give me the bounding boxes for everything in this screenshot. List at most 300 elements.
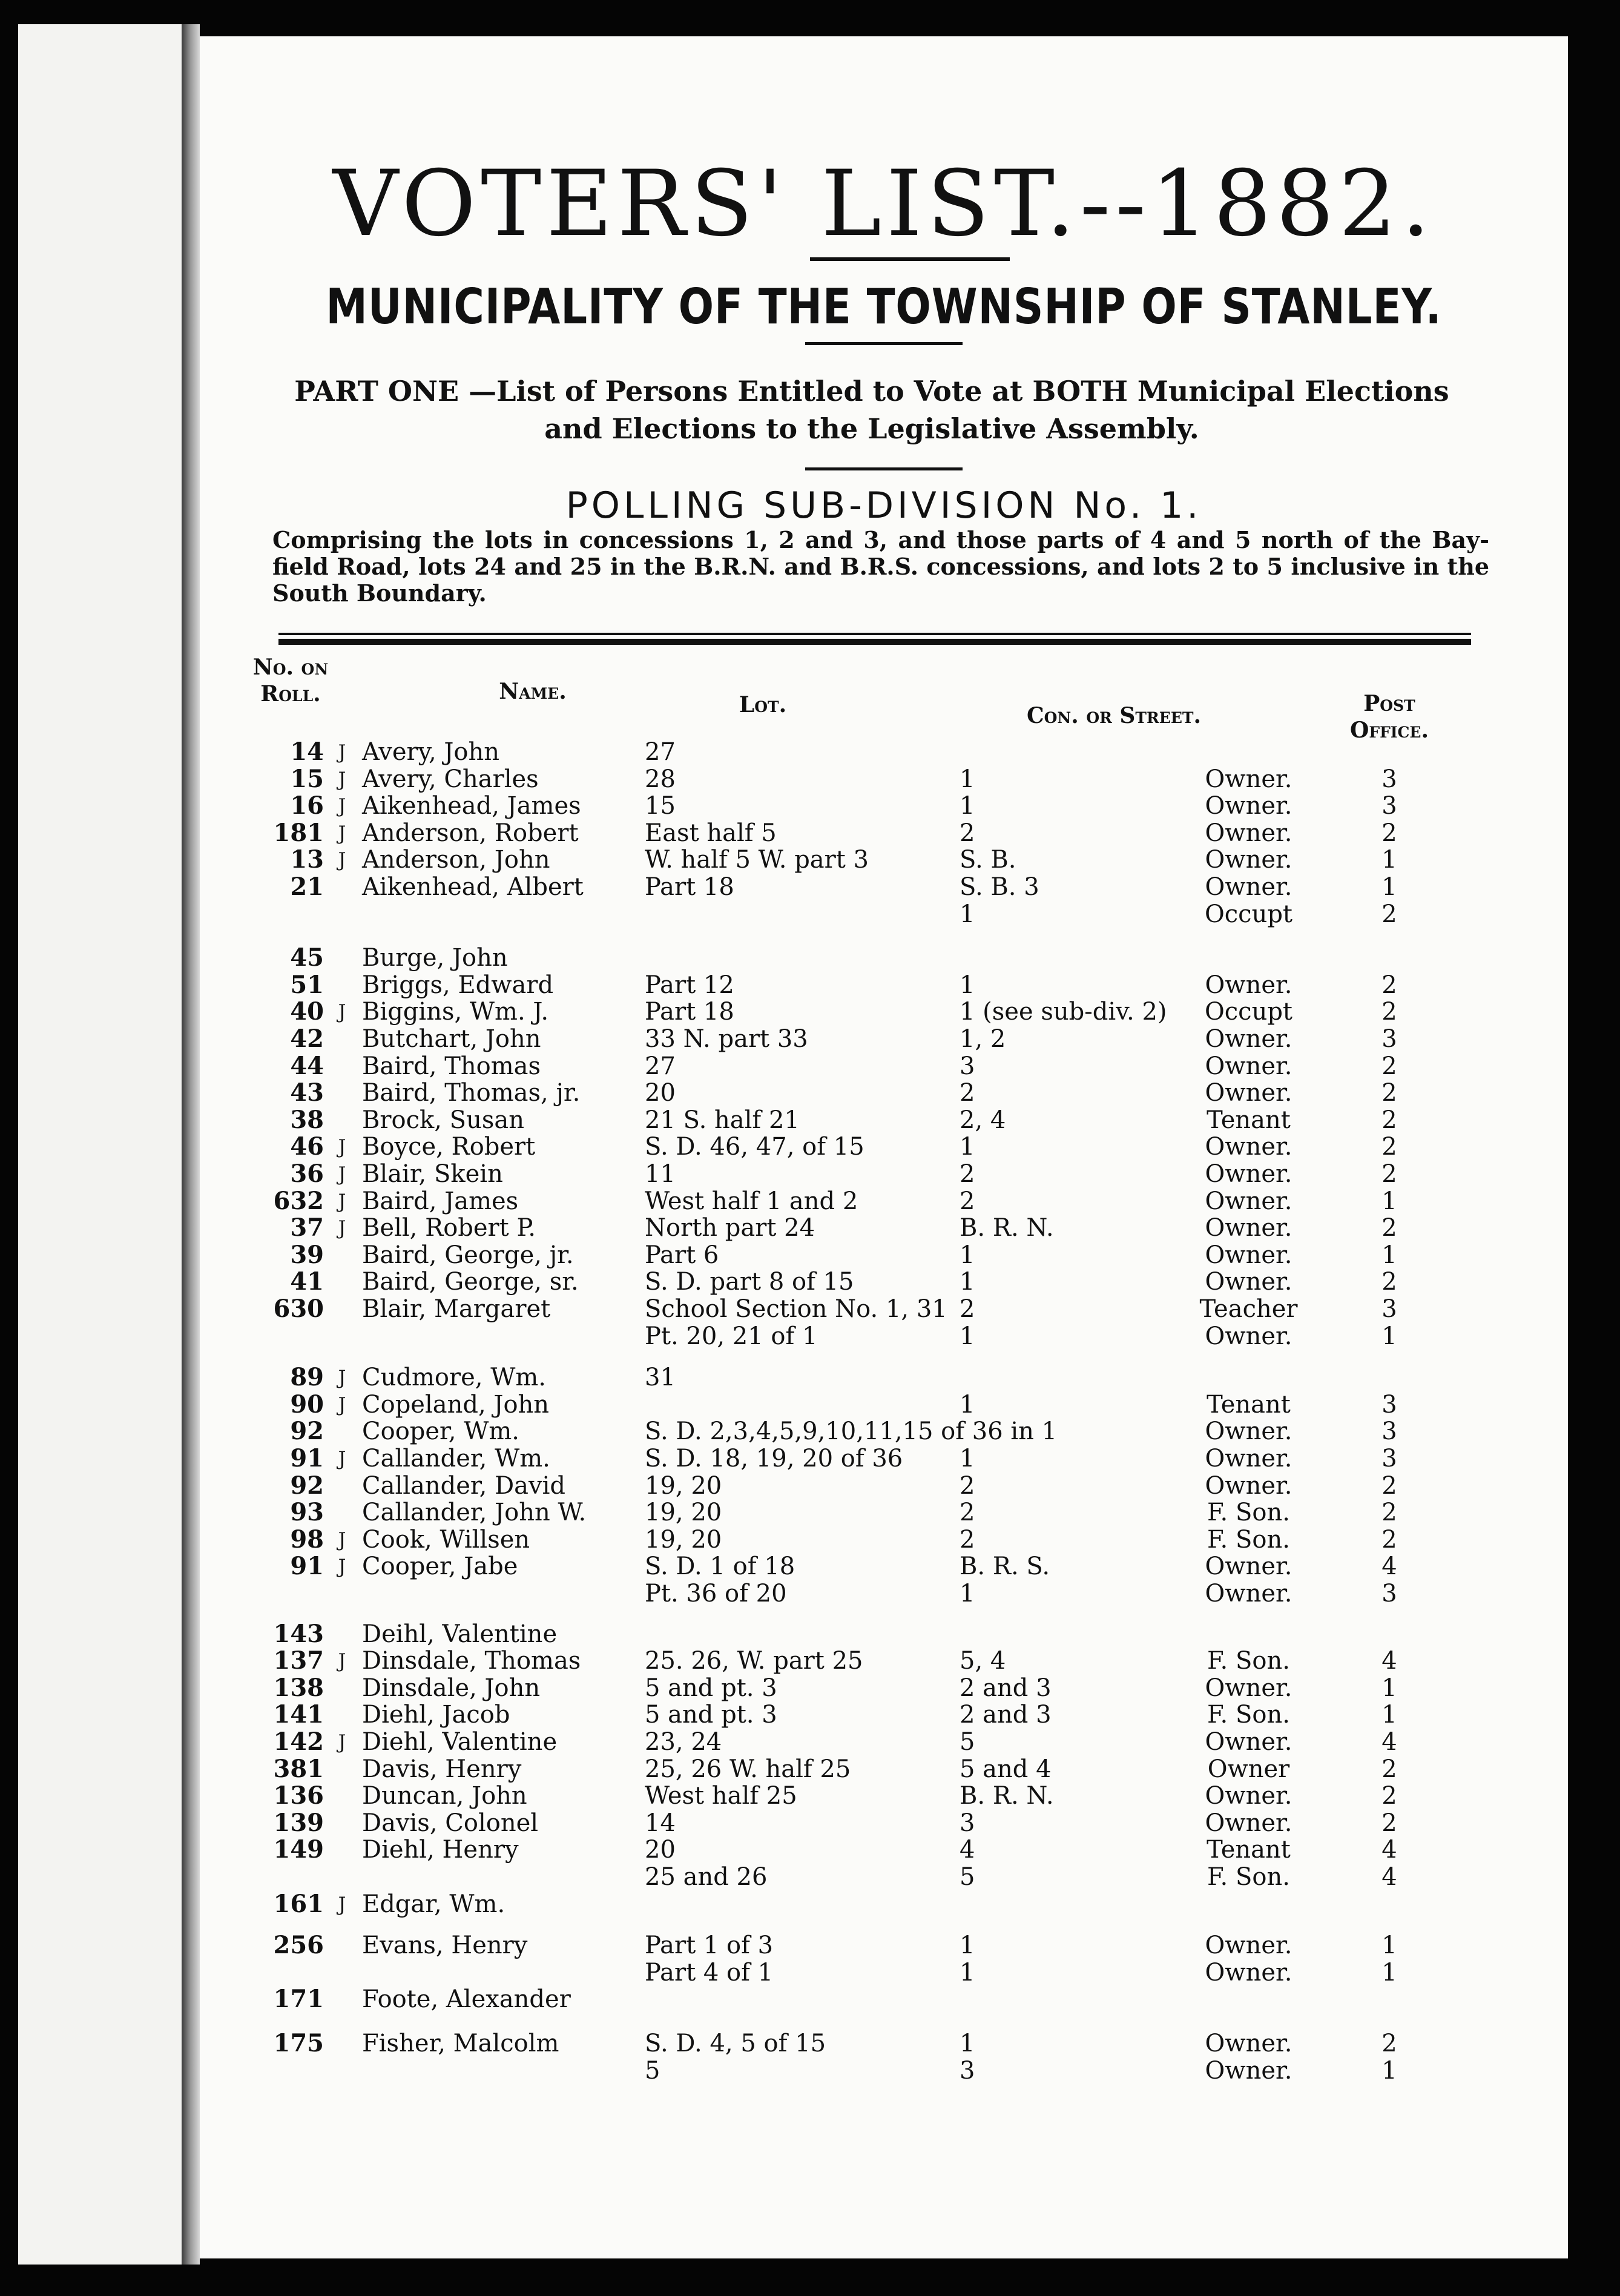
con-cell: 2: [960, 1525, 975, 1554]
roll-cell: 51: [290, 970, 324, 999]
occupation-cell: Owner.: [1205, 1471, 1292, 1500]
part-heading: [285, 372, 1459, 447]
lot-cell: 33 N. part 33: [645, 1025, 808, 1053]
name-cell: Boyce, Robert: [362, 1133, 536, 1161]
table-row: [200, 1836, 1568, 1863]
lot-cell: 20: [645, 1079, 676, 1107]
occupation-cell: Owner.: [1205, 1782, 1292, 1810]
table-row: [200, 1323, 1568, 1350]
table-row: [200, 1215, 1568, 1241]
header-name: Name.: [499, 679, 567, 704]
con-cell: 2: [960, 819, 975, 847]
con-cell: 1, 2: [960, 1025, 1006, 1053]
name-cell: Callander, David: [362, 1471, 565, 1500]
occupation-cell: Owner.: [1205, 1809, 1292, 1837]
table-row: [200, 1986, 1568, 2013]
post-office-cell: 2: [1381, 1133, 1397, 1161]
con-cell: B. R. N.: [960, 1214, 1054, 1242]
post-office-cell: 4: [1381, 1728, 1397, 1756]
juror-mark: J: [338, 741, 346, 764]
post-office-cell: 1: [1381, 846, 1397, 874]
con-cell: 1: [960, 1958, 975, 1987]
con-cell: S. B. 3: [960, 873, 1039, 901]
con-cell: 2: [960, 1187, 975, 1215]
roll-cell: 41: [290, 1267, 324, 1296]
name-cell: Avery, Charles: [362, 765, 539, 793]
occupation-cell: F. Son.: [1207, 1647, 1290, 1675]
name-cell: Baird, James: [362, 1187, 519, 1215]
post-office-cell: 2: [1381, 1755, 1397, 1783]
con-cell: 2: [960, 1079, 975, 1107]
con-cell: 2 and 3: [960, 1674, 1052, 1702]
occupation-cell: Owner.: [1205, 1025, 1292, 1053]
post-office-cell: 1: [1381, 1241, 1397, 1269]
post-office-cell: 1: [1381, 873, 1397, 901]
document-title: VOTERS' LIST.--1882.: [332, 151, 1435, 257]
roll-cell: 40: [290, 997, 324, 1026]
occupation-cell: Owner.: [1205, 1552, 1292, 1581]
table-row: [200, 1526, 1568, 1553]
lot-cell: W. half 5 W. part 3: [645, 846, 869, 874]
con-cell: 1: [960, 1445, 975, 1473]
name-cell: Baird, George, sr.: [362, 1268, 579, 1296]
con-cell: 2: [960, 1471, 975, 1500]
roll-cell: 632: [273, 1186, 324, 1215]
con-cell: 2: [960, 1295, 975, 1323]
roll-cell: 43: [290, 1078, 324, 1107]
lot-cell: Part 12: [645, 971, 734, 999]
roll-cell: 171: [273, 1985, 324, 2014]
juror-mark: J: [338, 1000, 346, 1024]
post-office-cell: 1: [1381, 1187, 1397, 1215]
roll-cell: 91: [290, 1444, 324, 1473]
post-office-cell: 1: [1381, 1931, 1397, 1960]
post-office-cell: 3: [1381, 1580, 1397, 1608]
occupation-cell: Owner.: [1205, 1728, 1292, 1756]
occupation-cell: F. Son.: [1207, 1701, 1290, 1729]
lot-cell: Part 18: [645, 998, 734, 1026]
post-office-cell: 4: [1381, 1647, 1397, 1675]
lot-cell: Pt. 36 of 20: [645, 1580, 787, 1608]
name-cell: Cooper, Wm.: [362, 1417, 519, 1446]
lot-cell: 14: [645, 1809, 676, 1837]
table-row: [200, 1580, 1568, 1607]
lot-cell: 20: [645, 1836, 676, 1864]
name-cell: Foote, Alexander: [362, 1985, 571, 2014]
lot-cell: S. D. 46, 47, of 15: [645, 1133, 864, 1161]
roll-cell: 39: [290, 1240, 324, 1269]
divider-short-2: [805, 467, 963, 470]
occupation-cell: Owner.: [1205, 1580, 1292, 1608]
table-row: [200, 1133, 1568, 1160]
con-cell: 1: [960, 1580, 975, 1608]
name-cell: Callander, John W.: [362, 1499, 587, 1527]
juror-mark: J: [338, 767, 346, 791]
lot-cell: 28: [645, 765, 676, 793]
lot-cell: 21 S. half 21: [645, 1106, 800, 1134]
juror-mark: J: [338, 1163, 346, 1186]
header-con: Con. or Street.: [1026, 703, 1202, 728]
table-row: [200, 1932, 1568, 1959]
post-office-cell: 2: [1381, 1214, 1397, 1242]
post-office-cell: 4: [1381, 1863, 1397, 1891]
juror-mark: J: [338, 1189, 346, 1213]
table-row: [200, 972, 1568, 998]
name-cell: Blair, Skein: [362, 1160, 503, 1188]
occupation-cell: Owner.: [1205, 971, 1292, 999]
post-office-cell: 3: [1381, 1390, 1397, 1419]
name-cell: Diehl, Jacob: [362, 1701, 510, 1729]
name-cell: Dinsdale, Thomas: [362, 1647, 581, 1675]
name-cell: Baird, Thomas, jr.: [362, 1079, 581, 1107]
table-row: [200, 1499, 1568, 1526]
roll-cell: 42: [290, 1024, 324, 1053]
juror-mark: J: [338, 821, 346, 845]
table-row: [200, 1621, 1568, 1648]
name-cell: Copeland, John: [362, 1390, 550, 1419]
name-cell: Cook, Willsen: [362, 1525, 530, 1554]
post-office-cell: 3: [1381, 765, 1397, 793]
roll-cell: 630: [273, 1295, 324, 1323]
header-roll: No. on Roll.: [252, 655, 329, 707]
lot-cell: 27: [645, 738, 676, 766]
table-row: [200, 766, 1568, 793]
book-spine: [182, 24, 200, 2265]
name-cell: Burge, John: [362, 944, 508, 972]
con-cell: 2, 4: [960, 1106, 1006, 1134]
lot-cell: Part 1 of 3: [645, 1931, 774, 1960]
occupation-cell: Owner.: [1205, 1241, 1292, 1269]
juror-mark: J: [338, 1216, 346, 1240]
post-office-cell: 2: [1381, 1809, 1397, 1837]
roll-cell: 161: [273, 1889, 324, 1918]
occupation-cell: Owner.: [1205, 1322, 1292, 1350]
post-office-cell: 2: [1381, 900, 1397, 928]
table-row: [200, 2030, 1568, 2057]
table-row: [200, 1864, 1568, 1890]
con-cell: 1: [960, 792, 975, 820]
lot-cell: Part 18: [645, 873, 734, 901]
post-office-cell: 3: [1381, 1025, 1397, 1053]
name-cell: Aikenhead, James: [362, 792, 581, 820]
post-office-cell: 2: [1381, 1499, 1397, 1527]
post-office-cell: 2: [1381, 819, 1397, 847]
post-office-cell: 1: [1381, 1701, 1397, 1729]
table-row: [200, 1553, 1568, 1580]
name-cell: Aikenhead, Albert: [362, 873, 584, 901]
table-row: [200, 1473, 1568, 1499]
post-office-cell: 1: [1381, 1674, 1397, 1702]
name-cell: Edgar, Wm.: [362, 1890, 505, 1918]
roll-cell: 381: [273, 1754, 324, 1783]
table-row: [200, 1107, 1568, 1133]
post-office-cell: 2: [1381, 998, 1397, 1026]
post-office-cell: 2: [1381, 1268, 1397, 1296]
table-row: [200, 945, 1568, 971]
lot-cell: North part 24: [645, 1214, 815, 1242]
table-row: [200, 1188, 1568, 1215]
juror-mark: J: [338, 1393, 346, 1416]
con-cell: 5 and 4: [960, 1755, 1052, 1783]
con-cell: S. B.: [960, 846, 1016, 874]
con-cell: 1: [960, 1931, 975, 1960]
post-office-cell: 2: [1381, 1525, 1397, 1554]
lot-cell: 5: [645, 2056, 660, 2085]
post-office-cell: 2: [1381, 2030, 1397, 2057]
roll-cell: 45: [290, 943, 324, 972]
occupation-cell: Owner.: [1205, 1958, 1292, 1987]
document-page: [200, 36, 1568, 2258]
table-row: [200, 1445, 1568, 1472]
name-cell: Biggins, Wm. J.: [362, 998, 549, 1026]
post-office-cell: 2: [1381, 1471, 1397, 1500]
lot-cell: Pt. 20, 21 of 1: [645, 1322, 818, 1350]
post-office-cell: 2: [1381, 1079, 1397, 1107]
roll-cell: 37: [290, 1213, 324, 1242]
con-cell: 2: [960, 1160, 975, 1188]
con-cell: 3: [960, 2056, 975, 2085]
occupation-cell: Owner.: [1205, 1079, 1292, 1107]
con-cell: 1: [960, 1268, 975, 1296]
con-cell: 2: [960, 1499, 975, 1527]
occupation-cell: Owner.: [1205, 846, 1292, 874]
occupation-cell: Owner.: [1205, 1417, 1292, 1446]
lot-cell: East half 5: [645, 819, 777, 847]
post-office-cell: 3: [1381, 1417, 1397, 1446]
occupation-cell: Occupt: [1204, 900, 1293, 928]
lot-cell: 15: [645, 792, 676, 820]
table-row: [200, 998, 1568, 1025]
part-line-2: and Elections to the Legislative Assembly.: [544, 412, 1199, 445]
name-cell: Baird, George, jr.: [362, 1241, 574, 1269]
table-row: [200, 1053, 1568, 1080]
roll-cell: 92: [290, 1471, 324, 1500]
table-row: [200, 874, 1568, 900]
occupation-cell: Owner.: [1205, 873, 1292, 901]
juror-mark: J: [338, 1528, 346, 1551]
title-underline: [810, 257, 1010, 261]
lot-cell: S. D. 2,3,4,5,9,10,11,15 of 36 in 1: [645, 1417, 1058, 1446]
con-cell: 1: [960, 1241, 975, 1269]
name-cell: Baird, Thomas: [362, 1052, 541, 1080]
con-cell: 1: [960, 1390, 975, 1419]
table-row: [200, 1161, 1568, 1187]
roll-cell: 181: [273, 818, 324, 847]
name-cell: Anderson, Robert: [362, 819, 579, 847]
roll-cell: 98: [290, 1525, 324, 1554]
occupation-cell: Owner.: [1205, 1931, 1292, 1960]
name-cell: Diehl, Henry: [362, 1836, 519, 1864]
roll-cell: 136: [273, 1781, 324, 1810]
occupation-cell: Owner.: [1205, 1674, 1292, 1702]
table-row: [200, 1648, 1568, 1674]
comprising-paragraph: Comprising the lots in concessions 1, 2 and 3, and those parts of 4 and 5 north of the Bay-field Road, lots 24 and 25 in the B.R.N. and B.R.S. concessions, and lots 2 to 5 inclusive in the South Boundary.: [272, 526, 1489, 607]
table-row: [200, 1391, 1568, 1418]
name-cell: Brock, Susan: [362, 1106, 524, 1134]
juror-mark: J: [338, 1892, 346, 1916]
table-row: [200, 1783, 1568, 1809]
occupation-cell: Teacher: [1199, 1295, 1298, 1323]
post-office-cell: 2: [1381, 1052, 1397, 1080]
name-cell: Anderson, John: [362, 846, 550, 874]
roll-cell: 14: [290, 737, 324, 766]
post-office-cell: 1: [1381, 1958, 1397, 1987]
juror-mark: J: [338, 1649, 346, 1673]
con-cell: 1 (see sub-div. 2): [960, 998, 1167, 1026]
roll-cell: 143: [273, 1619, 324, 1648]
con-cell: 2 and 3: [960, 1701, 1052, 1729]
occupation-cell: F. Son.: [1207, 1499, 1290, 1527]
name-cell: Cooper, Jabe: [362, 1552, 518, 1581]
con-cell: 1: [960, 971, 975, 999]
table-row: [200, 1810, 1568, 1836]
post-office-cell: 2: [1381, 971, 1397, 999]
name-cell: Davis, Colonel: [362, 1809, 539, 1837]
table-row: [200, 1891, 1568, 1918]
occupation-cell: Occupt: [1204, 998, 1293, 1026]
lot-cell: S. D. 18, 19, 20 of 36: [645, 1445, 903, 1473]
lot-cell: 5 and pt. 3: [645, 1701, 777, 1729]
table-row: [200, 1268, 1568, 1295]
facing-page-edge: [18, 24, 194, 2265]
con-cell: B. R. S.: [960, 1552, 1050, 1581]
table-row: [200, 1242, 1568, 1268]
juror-mark: J: [338, 1447, 346, 1470]
roll-cell: 175: [273, 2029, 324, 2057]
lot-cell: 11: [645, 1160, 676, 1188]
name-cell: Butchart, John: [362, 1025, 541, 1053]
occupation-cell: Owner.: [1205, 1268, 1292, 1296]
roll-cell: 16: [290, 791, 324, 820]
post-office-cell: 3: [1381, 792, 1397, 820]
occupation-cell: Tenant: [1207, 1106, 1291, 1134]
post-office-cell: 2: [1381, 1106, 1397, 1134]
occupation-cell: Tenant: [1207, 1390, 1291, 1419]
name-cell: Duncan, John: [362, 1782, 527, 1810]
post-office-cell: 3: [1381, 1295, 1397, 1323]
lot-cell: S. D. part 8 of 15: [645, 1268, 854, 1296]
lot-cell: 23, 24: [645, 1728, 722, 1756]
name-cell: Callander, Wm.: [362, 1445, 550, 1473]
name-cell: Fisher, Malcolm: [362, 2030, 559, 2057]
juror-mark: J: [338, 1730, 346, 1753]
table-row: [200, 1675, 1568, 1701]
juror-mark: J: [338, 1366, 346, 1390]
name-cell: Diehl, Valentine: [362, 1728, 558, 1756]
name-cell: Briggs, Edward: [362, 971, 554, 999]
roll-cell: 91: [290, 1552, 324, 1581]
lot-cell: 25, 26 W. half 25: [645, 1755, 851, 1783]
roll-cell: 46: [290, 1132, 324, 1161]
table-rule-thin: [278, 633, 1471, 635]
lot-cell: 19, 20: [645, 1499, 722, 1527]
con-cell: 3: [960, 1809, 975, 1837]
table-row: [200, 2057, 1568, 2084]
lot-cell: S. D. 1 of 18: [645, 1552, 795, 1581]
roll-cell: 15: [290, 764, 324, 793]
occupation-cell: Owner.: [1205, 1445, 1292, 1473]
occupation-cell: Owner.: [1205, 1214, 1292, 1242]
name-cell: Blair, Margaret: [362, 1295, 551, 1323]
roll-cell: 137: [273, 1646, 324, 1675]
table-row: [200, 901, 1568, 928]
roll-cell: 92: [290, 1417, 324, 1446]
occupation-cell: Owner.: [1205, 1133, 1292, 1161]
roll-cell: 44: [290, 1051, 324, 1080]
occupation-cell: Owner.: [1205, 1160, 1292, 1188]
polling-subdivision-heading: POLLING SUB-DIVISION No. 1.: [565, 484, 1202, 527]
roll-cell: 38: [290, 1105, 324, 1134]
occupation-cell: Owner.: [1205, 2030, 1292, 2057]
occupation-cell: Owner: [1207, 1755, 1290, 1783]
table-row: [200, 1729, 1568, 1755]
table-row: [200, 1296, 1568, 1322]
con-cell: 3: [960, 1052, 975, 1080]
table-row: [200, 1959, 1568, 1986]
table-row: [200, 1364, 1568, 1391]
post-office-cell: 4: [1381, 1552, 1397, 1581]
juror-mark: J: [338, 1135, 346, 1159]
table-row: [200, 820, 1568, 846]
con-cell: 1: [960, 2030, 975, 2057]
occupation-cell: Owner.: [1205, 1052, 1292, 1080]
con-cell: 1: [960, 900, 975, 928]
occupation-cell: Tenant: [1207, 1836, 1291, 1864]
con-cell: 1: [960, 765, 975, 793]
name-cell: Bell, Robert P.: [362, 1214, 536, 1242]
post-office-cell: 1: [1381, 1322, 1397, 1350]
post-office-cell: 2: [1381, 1782, 1397, 1810]
roll-cell: 142: [273, 1727, 324, 1756]
occupation-cell: F. Son.: [1207, 1863, 1290, 1891]
roll-cell: 138: [273, 1673, 324, 1702]
name-cell: Avery, John: [362, 738, 500, 766]
lot-cell: 5 and pt. 3: [645, 1674, 777, 1702]
roll-cell: 149: [273, 1835, 324, 1864]
name-cell: Evans, Henry: [362, 1931, 528, 1960]
roll-cell: 13: [290, 845, 324, 874]
con-cell: 5: [960, 1863, 975, 1891]
lot-cell: Part 4 of 1: [645, 1958, 774, 1987]
con-cell: B. R. N.: [960, 1782, 1054, 1810]
juror-mark: J: [338, 848, 346, 872]
header-lot: Lot.: [739, 692, 787, 718]
lot-cell: West half 25: [645, 1782, 797, 1810]
lot-cell: 31: [645, 1364, 676, 1392]
roll-cell: 21: [290, 873, 324, 901]
roll-cell: 36: [290, 1160, 324, 1188]
table-row: [200, 1418, 1568, 1445]
occupation-cell: Owner.: [1205, 765, 1292, 793]
lot-cell: 27: [645, 1052, 676, 1080]
table-row: [200, 1026, 1568, 1052]
post-office-cell: 1: [1381, 2056, 1397, 2085]
table-row: [200, 1756, 1568, 1783]
occupation-cell: Owner.: [1205, 819, 1292, 847]
con-cell: 1: [960, 1322, 975, 1350]
name-cell: Cudmore, Wm.: [362, 1364, 546, 1392]
name-cell: Davis, Henry: [362, 1755, 522, 1783]
con-cell: 5, 4: [960, 1647, 1006, 1675]
occupation-cell: F. Son.: [1207, 1525, 1290, 1554]
name-cell: Deihl, Valentine: [362, 1620, 558, 1648]
post-office-cell: 3: [1381, 1445, 1397, 1473]
con-cell: 1: [960, 1133, 975, 1161]
roll-cell: 90: [290, 1390, 324, 1419]
roll-cell: 256: [273, 1931, 324, 1960]
table-row: [200, 1701, 1568, 1728]
roll-cell: 139: [273, 1808, 324, 1837]
